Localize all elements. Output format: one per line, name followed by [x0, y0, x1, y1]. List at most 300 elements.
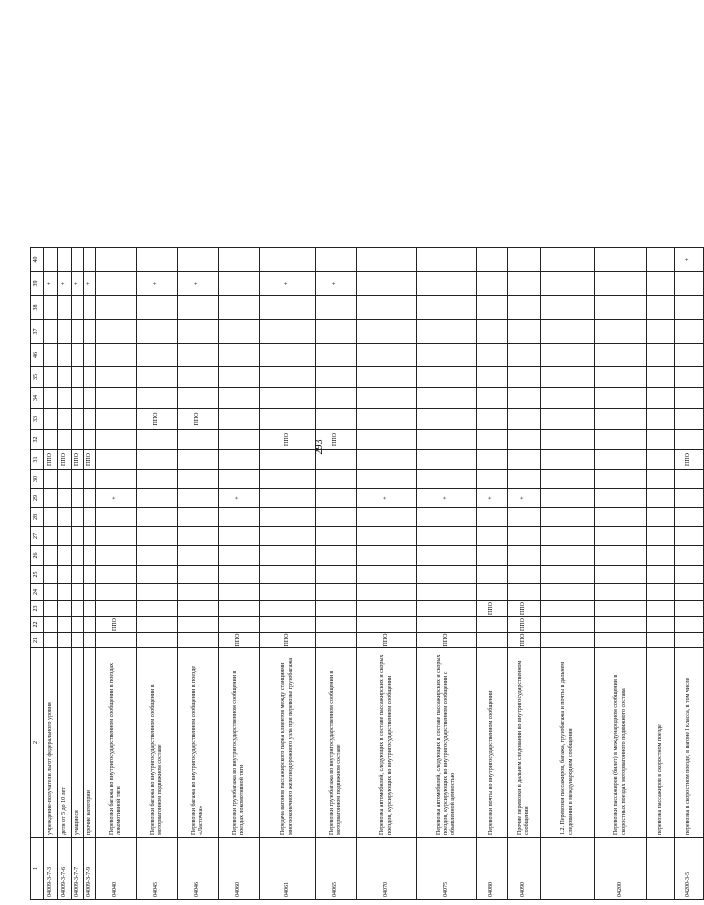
- mark-cell: [595, 470, 647, 489]
- mark-cell: [72, 367, 84, 388]
- row-code: 04046: [178, 838, 219, 900]
- column-header: 21: [31, 633, 44, 648]
- row-description: Перевозки пассажиров (билет) в международном сообщении в скоростных поездах моторвагонного подвижного состава: [595, 648, 647, 838]
- mark-cell: [44, 367, 58, 388]
- mark-cell: [417, 388, 477, 409]
- mark-cell: [96, 470, 137, 489]
- table-row: [58, 248, 72, 900]
- mark-cell: [541, 450, 595, 470]
- mark-cell: [357, 344, 417, 367]
- mark-cell: [357, 388, 417, 409]
- table-row: [44, 248, 58, 900]
- mark-cell: [58, 546, 72, 566]
- row-description: Перевозка автомобилей, следующих в составе пассажирских и скорых поездов, курсирующих во внутригосударственном сообщении: [357, 648, 417, 838]
- mark-cell: [178, 430, 219, 450]
- mark-cell: +: [417, 489, 477, 508]
- mark-cell: [541, 367, 595, 388]
- table-row: [541, 248, 595, 900]
- column-header: 24: [31, 584, 44, 601]
- mark-cell: [84, 320, 96, 344]
- mark-cell: [647, 489, 675, 508]
- mark-cell: [84, 617, 96, 633]
- mark-cell: [219, 248, 260, 272]
- mark-cell: [316, 409, 357, 430]
- mark-cell: ППО: [260, 633, 316, 648]
- column-header: 46: [31, 344, 44, 367]
- mark-cell: [541, 584, 595, 601]
- mark-cell: [316, 527, 357, 546]
- table-row: [219, 248, 260, 900]
- mark-cell: [72, 320, 84, 344]
- mark-cell: [84, 430, 96, 450]
- mark-cell: [357, 367, 417, 388]
- row-description: учреждение-получатели льгот федерального уровня: [44, 648, 58, 838]
- mark-cell: [477, 296, 508, 320]
- column-header: 2: [31, 648, 44, 838]
- mark-cell: [541, 344, 595, 367]
- mark-cell: [84, 546, 96, 566]
- mark-cell: [178, 367, 219, 388]
- table-row: [508, 248, 541, 900]
- mark-cell: [84, 388, 96, 409]
- mark-cell: [219, 296, 260, 320]
- mark-cell: [44, 601, 58, 617]
- mark-cell: [96, 508, 137, 527]
- mark-cell: [675, 296, 704, 320]
- mark-cell: [178, 546, 219, 566]
- mark-cell: [178, 617, 219, 633]
- mark-cell: +: [219, 489, 260, 508]
- mark-cell: [178, 566, 219, 584]
- mark-cell: [72, 470, 84, 489]
- mark-cell: [417, 450, 477, 470]
- mark-cell: [357, 320, 417, 344]
- row-code: 04060: [219, 838, 260, 900]
- row-code: 04200: [595, 838, 647, 900]
- mark-cell: [316, 633, 357, 648]
- mark-cell: [357, 470, 417, 489]
- mark-cell: [508, 320, 541, 344]
- mark-cell: [541, 430, 595, 450]
- mark-cell: [477, 527, 508, 546]
- mark-cell: [44, 296, 58, 320]
- mark-cell: [178, 388, 219, 409]
- mark-cell: [647, 344, 675, 367]
- mark-cell: [357, 584, 417, 601]
- mark-cell: [417, 272, 477, 296]
- mark-cell: [316, 388, 357, 409]
- mark-cell: [508, 388, 541, 409]
- table-row: [647, 248, 675, 900]
- row-description: дети от 5 до 10 лет: [58, 648, 72, 838]
- mark-cell: [316, 546, 357, 566]
- mark-cell: [477, 388, 508, 409]
- mark-cell: [84, 633, 96, 648]
- mark-cell: [595, 248, 647, 272]
- mark-cell: [477, 272, 508, 296]
- mark-cell: [58, 566, 72, 584]
- row-description: учащиеся: [72, 648, 84, 838]
- mark-cell: [647, 367, 675, 388]
- mark-cell: [647, 388, 675, 409]
- mark-cell: [316, 248, 357, 272]
- column-header: 22: [31, 617, 44, 633]
- row-description: перевозка в скоростном поезде, в вагоне I класса, в том числе: [675, 648, 704, 838]
- mark-cell: [477, 584, 508, 601]
- mark-cell: +: [178, 272, 219, 296]
- mark-cell: [44, 566, 58, 584]
- mark-cell: [96, 388, 137, 409]
- mark-cell: [219, 409, 260, 430]
- mark-cell: [647, 527, 675, 546]
- mark-cell: [316, 470, 357, 489]
- mark-cell: [44, 388, 58, 409]
- mark-cell: [675, 320, 704, 344]
- mark-cell: [260, 617, 316, 633]
- mark-cell: [137, 388, 178, 409]
- mark-cell: ППО: [508, 617, 541, 633]
- mark-cell: [58, 248, 72, 272]
- mark-cell: [595, 388, 647, 409]
- mark-cell: [477, 450, 508, 470]
- row-description: Перевозки грузобагажа во внутригосударственном сообщении в моторвагонном подвижном составе: [316, 648, 357, 838]
- mark-cell: [72, 508, 84, 527]
- mark-cell: [357, 617, 417, 633]
- mark-cell: [219, 546, 260, 566]
- mark-cell: [260, 248, 316, 272]
- mark-cell: [357, 566, 417, 584]
- mark-cell: [219, 470, 260, 489]
- mark-cell: +: [316, 272, 357, 296]
- mark-cell: [477, 508, 508, 527]
- row-description: Прочие перевозки в дальнем следовании во внутригосударственном сообщении: [508, 648, 541, 838]
- mark-cell: [477, 617, 508, 633]
- mark-cell: [508, 584, 541, 601]
- mark-cell: [58, 489, 72, 508]
- mark-cell: [44, 409, 58, 430]
- row-code: [647, 838, 675, 900]
- row-code: [541, 838, 595, 900]
- mark-cell: [96, 320, 137, 344]
- row-code: 04075: [417, 838, 477, 900]
- mark-cell: [84, 409, 96, 430]
- mark-cell: [58, 617, 72, 633]
- mark-cell: [595, 489, 647, 508]
- mark-cell: ППО: [84, 450, 96, 470]
- mark-cell: [58, 470, 72, 489]
- mark-cell: +: [508, 489, 541, 508]
- table-row: [178, 248, 219, 900]
- table-row: [417, 248, 477, 900]
- mark-cell: [417, 527, 477, 546]
- mark-cell: [675, 367, 704, 388]
- mark-cell: [96, 248, 137, 272]
- row-code: 04070: [357, 838, 417, 900]
- mark-cell: [508, 409, 541, 430]
- mark-cell: [417, 430, 477, 450]
- mark-cell: [541, 508, 595, 527]
- rotated-page: [30, 120, 692, 900]
- table-row: [137, 248, 178, 900]
- row-description: прочие категории: [84, 648, 96, 838]
- mark-cell: [357, 248, 417, 272]
- mark-cell: [647, 430, 675, 450]
- mark-cell: +: [477, 489, 508, 508]
- mark-cell: [96, 633, 137, 648]
- mark-cell: [675, 470, 704, 489]
- mark-cell: +: [137, 272, 178, 296]
- column-header: 38: [31, 296, 44, 320]
- mark-cell: ППО: [417, 633, 477, 648]
- mark-cell: [260, 296, 316, 320]
- mark-cell: [508, 546, 541, 566]
- mark-cell: [595, 566, 647, 584]
- mark-cell: [675, 566, 704, 584]
- mark-cell: [44, 546, 58, 566]
- mark-cell: [44, 344, 58, 367]
- mark-cell: [72, 344, 84, 367]
- mark-cell: [595, 367, 647, 388]
- mark-cell: [219, 584, 260, 601]
- mark-cell: [260, 367, 316, 388]
- table-row: [316, 248, 357, 900]
- classification-table: [30, 247, 704, 900]
- mark-cell: [541, 617, 595, 633]
- mark-cell: [417, 546, 477, 566]
- mark-cell: [219, 527, 260, 546]
- mark-cell: [595, 296, 647, 320]
- mark-cell: [595, 601, 647, 617]
- row-description: перевозка пассажиров в скоростном поезде: [647, 648, 675, 838]
- mark-cell: [96, 367, 137, 388]
- row-code: 04065: [316, 838, 357, 900]
- table-row: [675, 248, 704, 900]
- mark-cell: [44, 430, 58, 450]
- mark-cell: +: [72, 272, 84, 296]
- mark-cell: [178, 601, 219, 617]
- mark-cell: [137, 489, 178, 508]
- mark-cell: [357, 272, 417, 296]
- mark-cell: [477, 367, 508, 388]
- mark-cell: ППО: [137, 409, 178, 430]
- mark-cell: [72, 248, 84, 272]
- mark-cell: [72, 566, 84, 584]
- mark-cell: [316, 320, 357, 344]
- mark-cell: [260, 584, 316, 601]
- column-header: 40: [31, 248, 44, 272]
- mark-cell: [44, 508, 58, 527]
- mark-cell: [357, 296, 417, 320]
- column-header: 37: [31, 320, 44, 344]
- table-row: [72, 248, 84, 900]
- mark-cell: [260, 388, 316, 409]
- mark-cell: [675, 633, 704, 648]
- mark-cell: [595, 527, 647, 546]
- mark-cell: [417, 296, 477, 320]
- mark-cell: [84, 508, 96, 527]
- column-header: 31: [31, 450, 44, 470]
- mark-cell: [541, 601, 595, 617]
- mark-cell: [477, 344, 508, 367]
- mark-cell: [260, 450, 316, 470]
- mark-cell: [84, 601, 96, 617]
- mark-cell: [72, 546, 84, 566]
- mark-cell: [316, 450, 357, 470]
- mark-cell: [137, 508, 178, 527]
- table-row: [595, 248, 647, 900]
- mark-cell: [647, 601, 675, 617]
- mark-cell: [675, 601, 704, 617]
- row-code: 04080: [477, 838, 508, 900]
- mark-cell: [316, 296, 357, 320]
- mark-cell: [675, 617, 704, 633]
- mark-cell: [178, 527, 219, 546]
- mark-cell: [96, 546, 137, 566]
- mark-cell: [508, 430, 541, 450]
- row-description: Перевозки почты во внутригосударственном сообщении: [477, 648, 508, 838]
- mark-cell: [508, 367, 541, 388]
- mark-cell: [137, 344, 178, 367]
- mark-cell: [541, 633, 595, 648]
- row-description: 1.2. Перевозки пассажиров, багажа, грузобагажа и почты в дальнем следовании в международном сообщении: [541, 648, 595, 838]
- mark-cell: [72, 633, 84, 648]
- mark-cell: [72, 527, 84, 546]
- mark-cell: [44, 470, 58, 489]
- mark-cell: [44, 584, 58, 601]
- mark-cell: [58, 601, 72, 617]
- mark-cell: [595, 450, 647, 470]
- mark-cell: [72, 601, 84, 617]
- mark-cell: [72, 584, 84, 601]
- table-body: [31, 248, 704, 900]
- mark-cell: ППО: [96, 617, 137, 633]
- mark-cell: [260, 601, 316, 617]
- mark-cell: [178, 489, 219, 508]
- mark-cell: [595, 344, 647, 367]
- mark-cell: [541, 296, 595, 320]
- mark-cell: [357, 546, 417, 566]
- mark-cell: [178, 633, 219, 648]
- column-header: 35: [31, 367, 44, 388]
- mark-cell: +: [58, 272, 72, 296]
- mark-cell: [541, 409, 595, 430]
- mark-cell: [675, 344, 704, 367]
- mark-cell: [178, 248, 219, 272]
- mark-cell: [178, 508, 219, 527]
- mark-cell: [137, 450, 178, 470]
- mark-cell: [477, 430, 508, 450]
- mark-cell: [137, 584, 178, 601]
- mark-cell: [260, 566, 316, 584]
- mark-cell: ППО: [508, 633, 541, 648]
- mark-cell: [357, 527, 417, 546]
- mark-cell: [72, 489, 84, 508]
- mark-cell: [508, 272, 541, 296]
- mark-cell: [477, 409, 508, 430]
- mark-cell: [219, 272, 260, 296]
- mark-cell: [647, 320, 675, 344]
- mark-cell: [58, 409, 72, 430]
- mark-cell: [260, 470, 316, 489]
- mark-cell: +: [260, 272, 316, 296]
- mark-cell: [137, 296, 178, 320]
- mark-cell: [96, 409, 137, 430]
- mark-cell: [541, 546, 595, 566]
- mark-cell: [58, 508, 72, 527]
- mark-cell: [508, 450, 541, 470]
- table-row: [96, 248, 137, 900]
- mark-cell: [595, 633, 647, 648]
- mark-cell: [595, 508, 647, 527]
- mark-cell: [316, 508, 357, 527]
- mark-cell: [84, 367, 96, 388]
- mark-cell: [508, 470, 541, 489]
- mark-cell: [357, 508, 417, 527]
- column-header: 29: [31, 489, 44, 508]
- mark-cell: [137, 470, 178, 489]
- mark-cell: ППО: [260, 430, 316, 450]
- mark-cell: [137, 367, 178, 388]
- row-code: 04090: [508, 838, 541, 900]
- mark-cell: [595, 617, 647, 633]
- mark-cell: [541, 388, 595, 409]
- mark-cell: [137, 320, 178, 344]
- mark-cell: [417, 248, 477, 272]
- mark-cell: [178, 470, 219, 489]
- column-header: 1: [31, 838, 44, 900]
- mark-cell: [260, 320, 316, 344]
- mark-cell: ППО: [44, 450, 58, 470]
- mark-cell: [178, 320, 219, 344]
- column-header: 34: [31, 388, 44, 409]
- mark-cell: [178, 344, 219, 367]
- table-header-row: [31, 248, 44, 900]
- mark-cell: [508, 527, 541, 546]
- mark-cell: [675, 489, 704, 508]
- mark-cell: [647, 546, 675, 566]
- mark-cell: [417, 617, 477, 633]
- mark-cell: [477, 470, 508, 489]
- mark-cell: [178, 296, 219, 320]
- mark-cell: [316, 584, 357, 601]
- column-header: 28: [31, 508, 44, 527]
- mark-cell: +: [357, 489, 417, 508]
- mark-cell: [72, 409, 84, 430]
- mark-cell: [137, 248, 178, 272]
- mark-cell: [219, 388, 260, 409]
- mark-cell: [417, 344, 477, 367]
- mark-cell: [647, 450, 675, 470]
- mark-cell: [58, 296, 72, 320]
- mark-cell: [647, 633, 675, 648]
- column-header: 32: [31, 430, 44, 450]
- mark-cell: [44, 527, 58, 546]
- mark-cell: [84, 344, 96, 367]
- mark-cell: [357, 450, 417, 470]
- mark-cell: [647, 248, 675, 272]
- mark-cell: [260, 546, 316, 566]
- mark-cell: [84, 584, 96, 601]
- mark-cell: ППО: [508, 601, 541, 617]
- mark-cell: [477, 546, 508, 566]
- mark-cell: [477, 320, 508, 344]
- mark-cell: [675, 388, 704, 409]
- mark-cell: [96, 272, 137, 296]
- mark-cell: [417, 470, 477, 489]
- mark-cell: ППО: [178, 409, 219, 430]
- row-code: 04200-3-5: [675, 838, 704, 900]
- column-header: 27: [31, 527, 44, 546]
